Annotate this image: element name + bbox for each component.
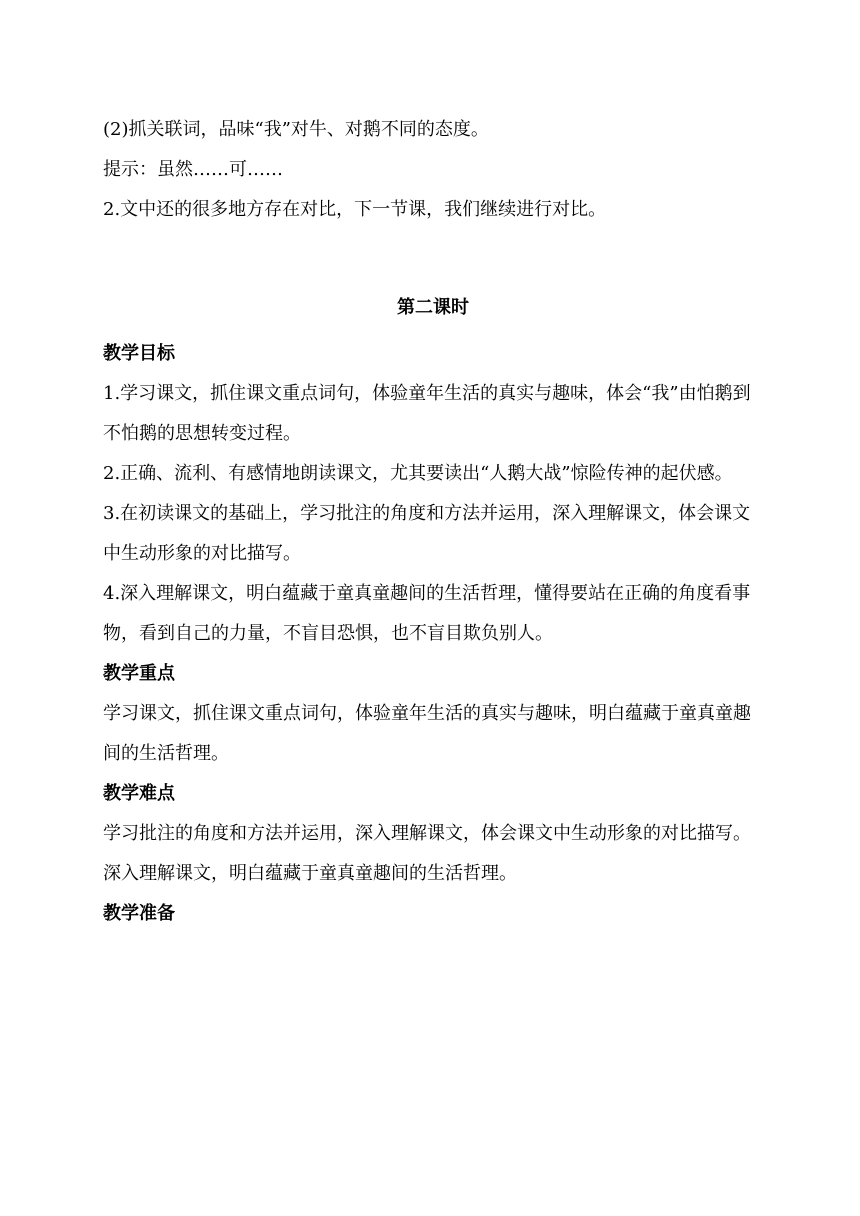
preparation-heading: 教学准备 — [103, 903, 175, 924]
difficulties-heading: 教学难点 — [103, 783, 175, 804]
difficulty-item-2: 深入理解课文，明白蕴藏于童真童趣间的生活哲理。 — [103, 863, 517, 884]
lesson-title: 第二课时 — [397, 297, 469, 318]
goal-item-4: 4.深入理解课文，明白蕴藏于童真童趣间的生活哲理，懂得要站在正确的角度看事物，看到自己的力量，不盲目恐惧，也不盲目欺负别人。 — [103, 583, 751, 644]
goal-item-3: 3.在初读课文的基础上，学习批注的角度和方法并运用，深入理解课文，体会课文中生动形象的对比描写。 — [103, 503, 751, 564]
goal-item-2: 2.正确、流利、有感情地朗读课文，尤其要读出“人鹅大战”惊险传神的起伏感。 — [103, 463, 733, 484]
intro-line-3: 2.文中还的很多地方存在对比，下一节课，我们继续进行对比。 — [103, 199, 607, 220]
key-points-heading: 教学重点 — [103, 663, 175, 684]
difficulty-item-1: 学习批注的角度和方法并运用，深入理解课文，体会课文中生动形象的对比描写。 — [103, 823, 751, 844]
key-points-text: 学习课文，抓住课文重点词句，体验童年生活的真实与趣味，明白蕴藏于童真童趣间的生活哲理。 — [103, 703, 751, 764]
goals-heading: 教学目标 — [103, 343, 175, 364]
spacer — [103, 230, 763, 270]
document-body — [103, 110, 763, 934]
goal-item-1: 1.学习课文，抓住课文重点词句，体验童年生活的真实与趣味，体会“我”由怕鹅到不怕鹅的思想转变过程。 — [103, 383, 751, 444]
intro-line-2: 提示：虽然……可…… — [103, 159, 283, 180]
intro-line-1: (2)抓关联词，品味“我”对牛、对鹅不同的态度。 — [103, 119, 489, 140]
